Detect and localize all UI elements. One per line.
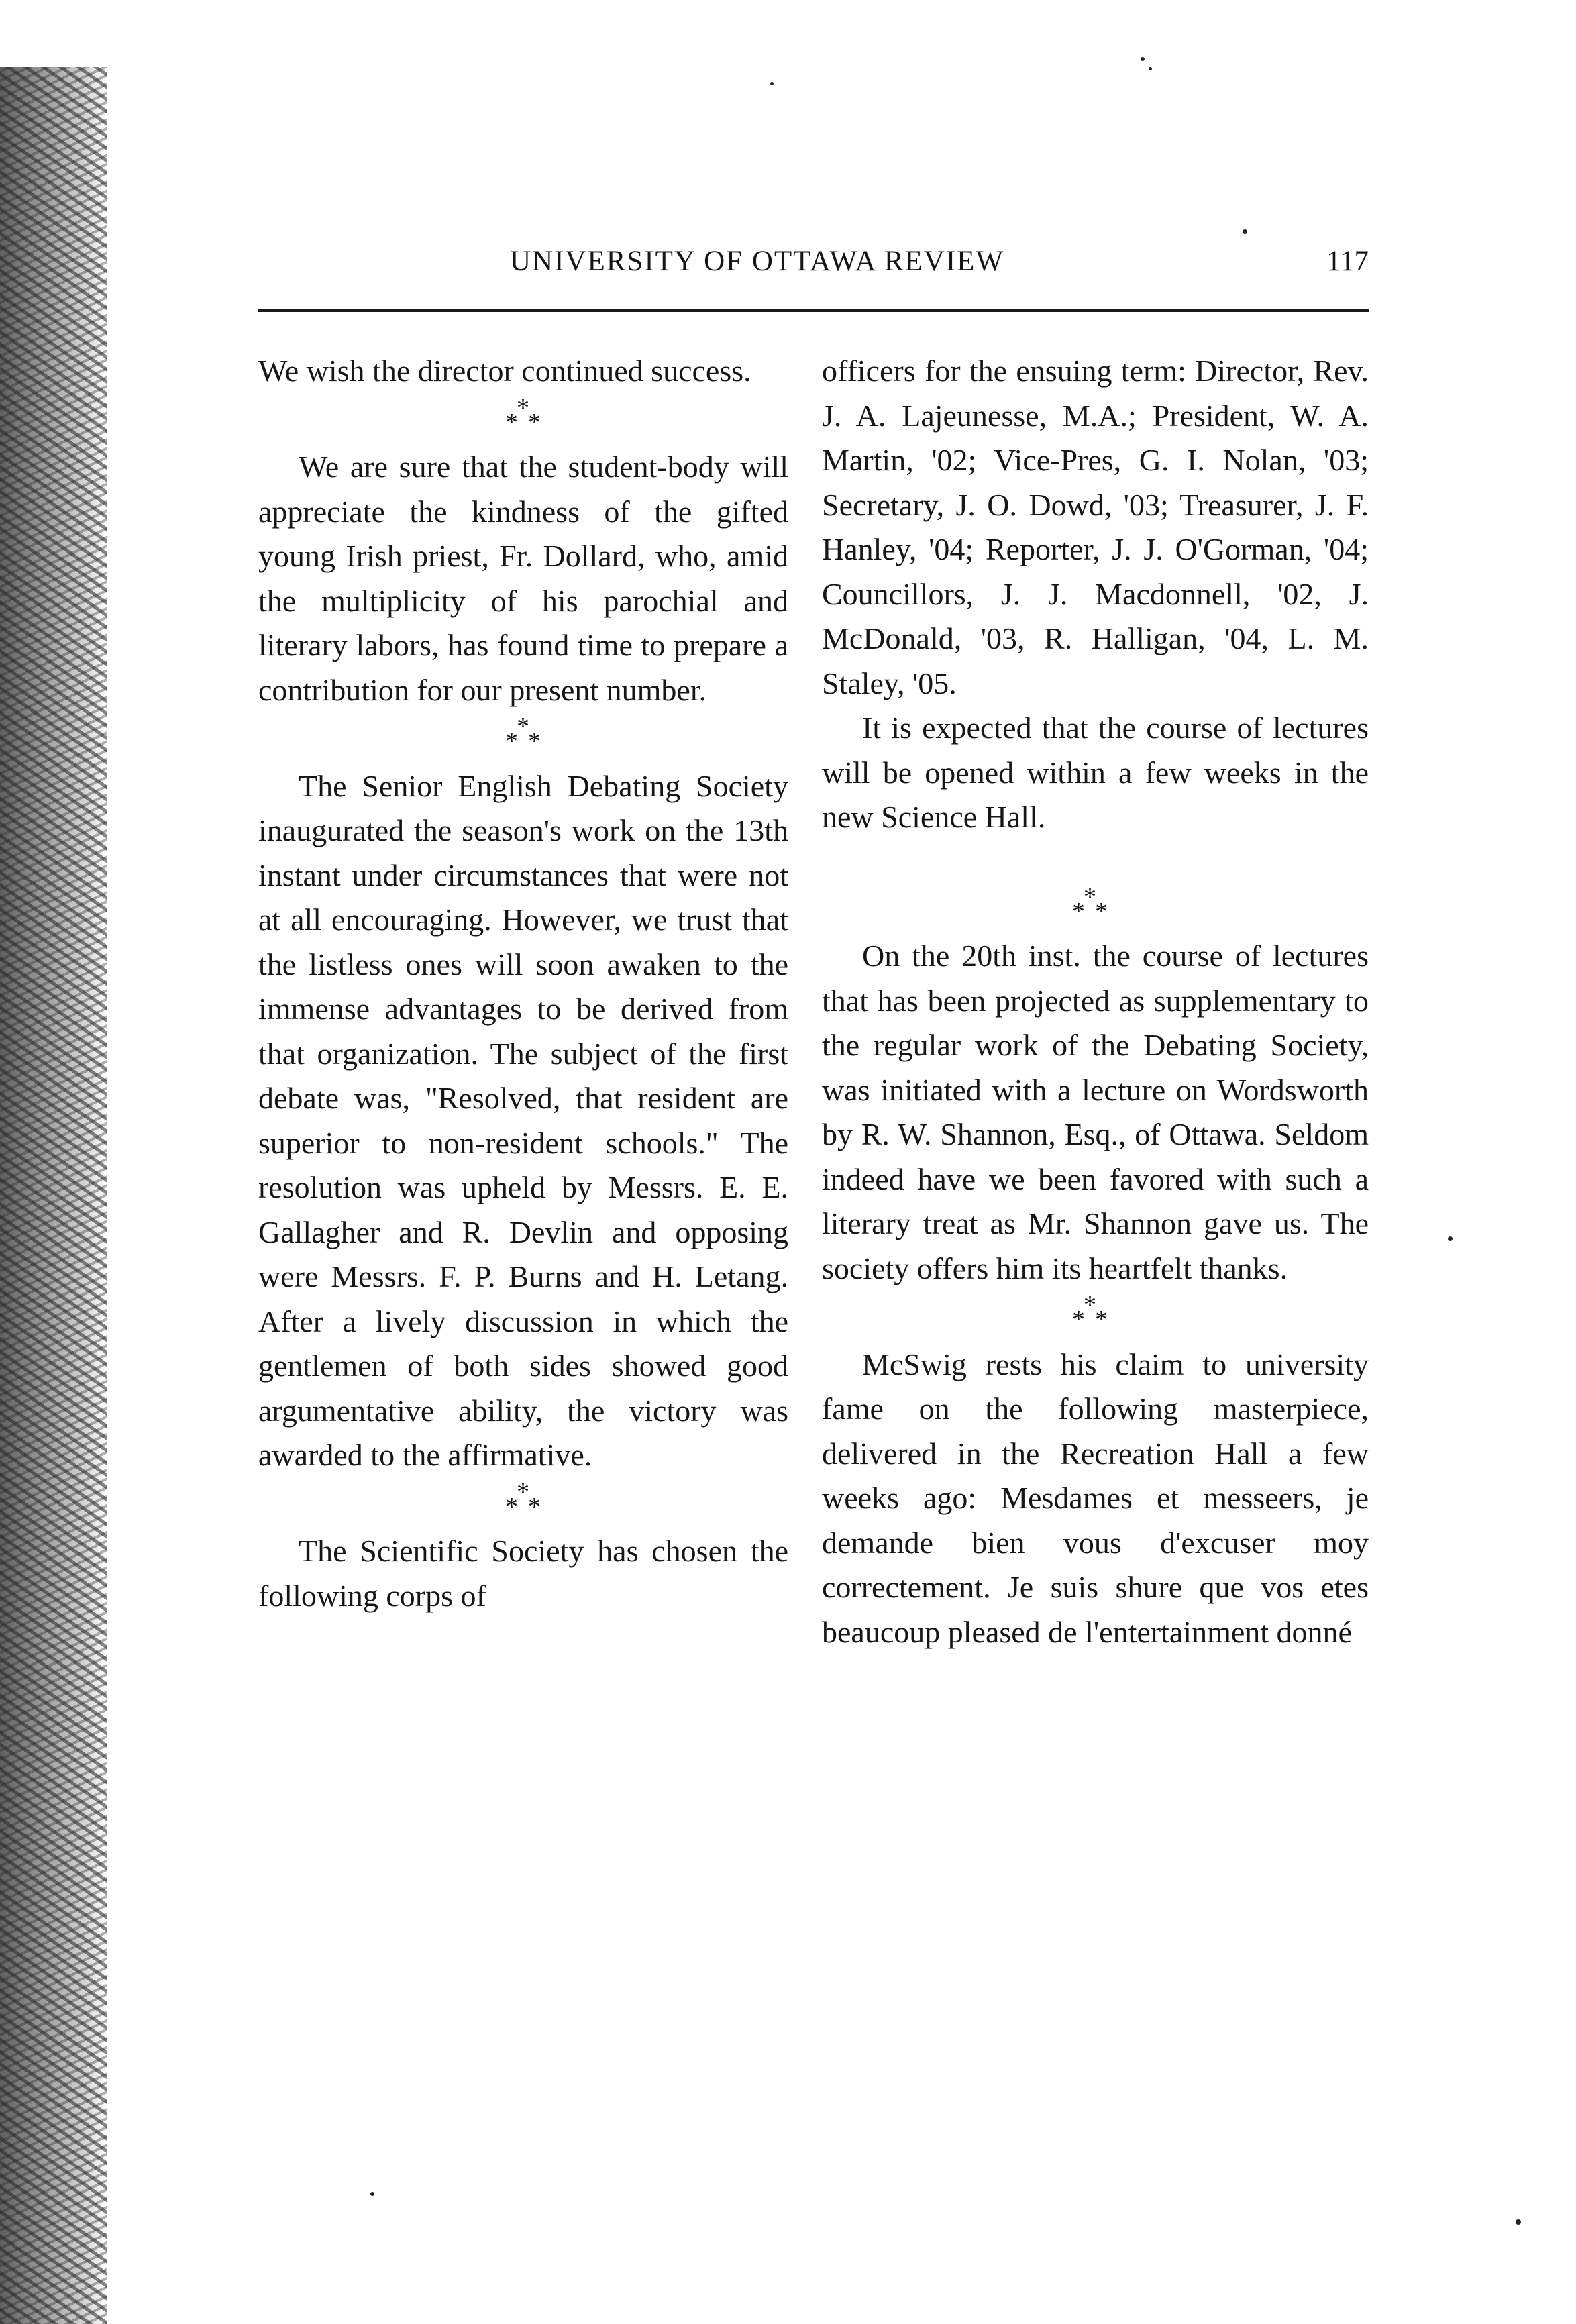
paragraph: The Scientific Society has chosen the following corps of	[258, 1534, 788, 1613]
left-column	[258, 349, 788, 1618]
asterism: * * *	[505, 712, 541, 755]
scan-speck	[1448, 1236, 1453, 1241]
scanned-binding-edge	[0, 67, 107, 2324]
running-title: UNIVERSITY OF OTTAWA REVIEW	[510, 246, 1005, 277]
scan-speck	[1516, 2219, 1521, 2225]
asterism: * * *	[1072, 882, 1108, 926]
scan-speck	[1141, 57, 1145, 61]
paragraph: officers for the ensuing term: Director, Rev. J. A. Lajeunesse, M.A.; President, W. A. Martin, '02; Vice-Pres, G. I. Nolan, '03; Secretary, J. O. Dowd, '03; Treasurer, J. F. Hanley, '04; Reporter, J. J. O'Gorman, '04; Councillors, J. J. Macdonnell, '02, J. McDonald, '03, R. Halligan, '04, L. M. Staley, '05.	[822, 354, 1369, 700]
page-number: 117	[1326, 246, 1369, 277]
paragraph: The Senior English Debating Society inaugurated the season's work on the 13th instant under circumstances that were not at all encouraging. However, we trust that the listless ones will soon awaken to the immense advantages to be derived from that organization. The subject of the first debate was, "Resolved, that resident are superior to non-resident schools." The resolution was upheld by Messrs. E. E. Gallagher and R. Devlin and opposing were Messrs. F. P. Burns and H. Letang. After a lively discussion in which the gentlemen of both sides showed good argumentative ability, the victory was awarded to the affirmative.	[258, 768, 788, 1472]
paragraph: It is expected that the course of lectures will be opened within a few weeks in the new Science Hall.	[822, 710, 1369, 834]
paragraph: McSwig rests his claim to university fame on the following masterpiece, delivered in the Recreation Hall a few weeks ago: Mesdames et messeers, je demande bien vous d'excuser moy correctement. Je suis shure que vos etes beaucoup pleased de l'entertainment donné	[822, 1346, 1369, 1649]
page-header	[510, 245, 1369, 292]
asterism: * * *	[1072, 1291, 1108, 1334]
paragraph: We wish the director continued success.	[258, 354, 751, 388]
scan-speck	[1243, 229, 1247, 234]
header-rule	[258, 309, 1369, 312]
paragraph: We are sure that the student-body will appreciate the kindness of the gifted young Irish priest, Fr. Dollard, who, amid the multiplicity of his parochial and literary labors, has found time to prepare a contribution for our present number.	[258, 450, 788, 707]
scan-speck	[770, 82, 774, 85]
paragraph: On the 20th inst. the course of lectures that has been projected as supplementary to the regular work of the Debating Society, was initiated with a lecture on Wordsworth by R. W. Shannon, Esq., of Ottawa. Seldom indeed have we been favored with such a literary treat as Mr. Shannon gave us. The society offers him its heartfelt thanks.	[822, 939, 1369, 1285]
scan-speck	[370, 2192, 374, 2196]
asterism: * * *	[505, 393, 541, 437]
right-column	[822, 349, 1369, 1654]
scan-speck	[1149, 67, 1152, 70]
asterism: * * *	[505, 1477, 541, 1521]
